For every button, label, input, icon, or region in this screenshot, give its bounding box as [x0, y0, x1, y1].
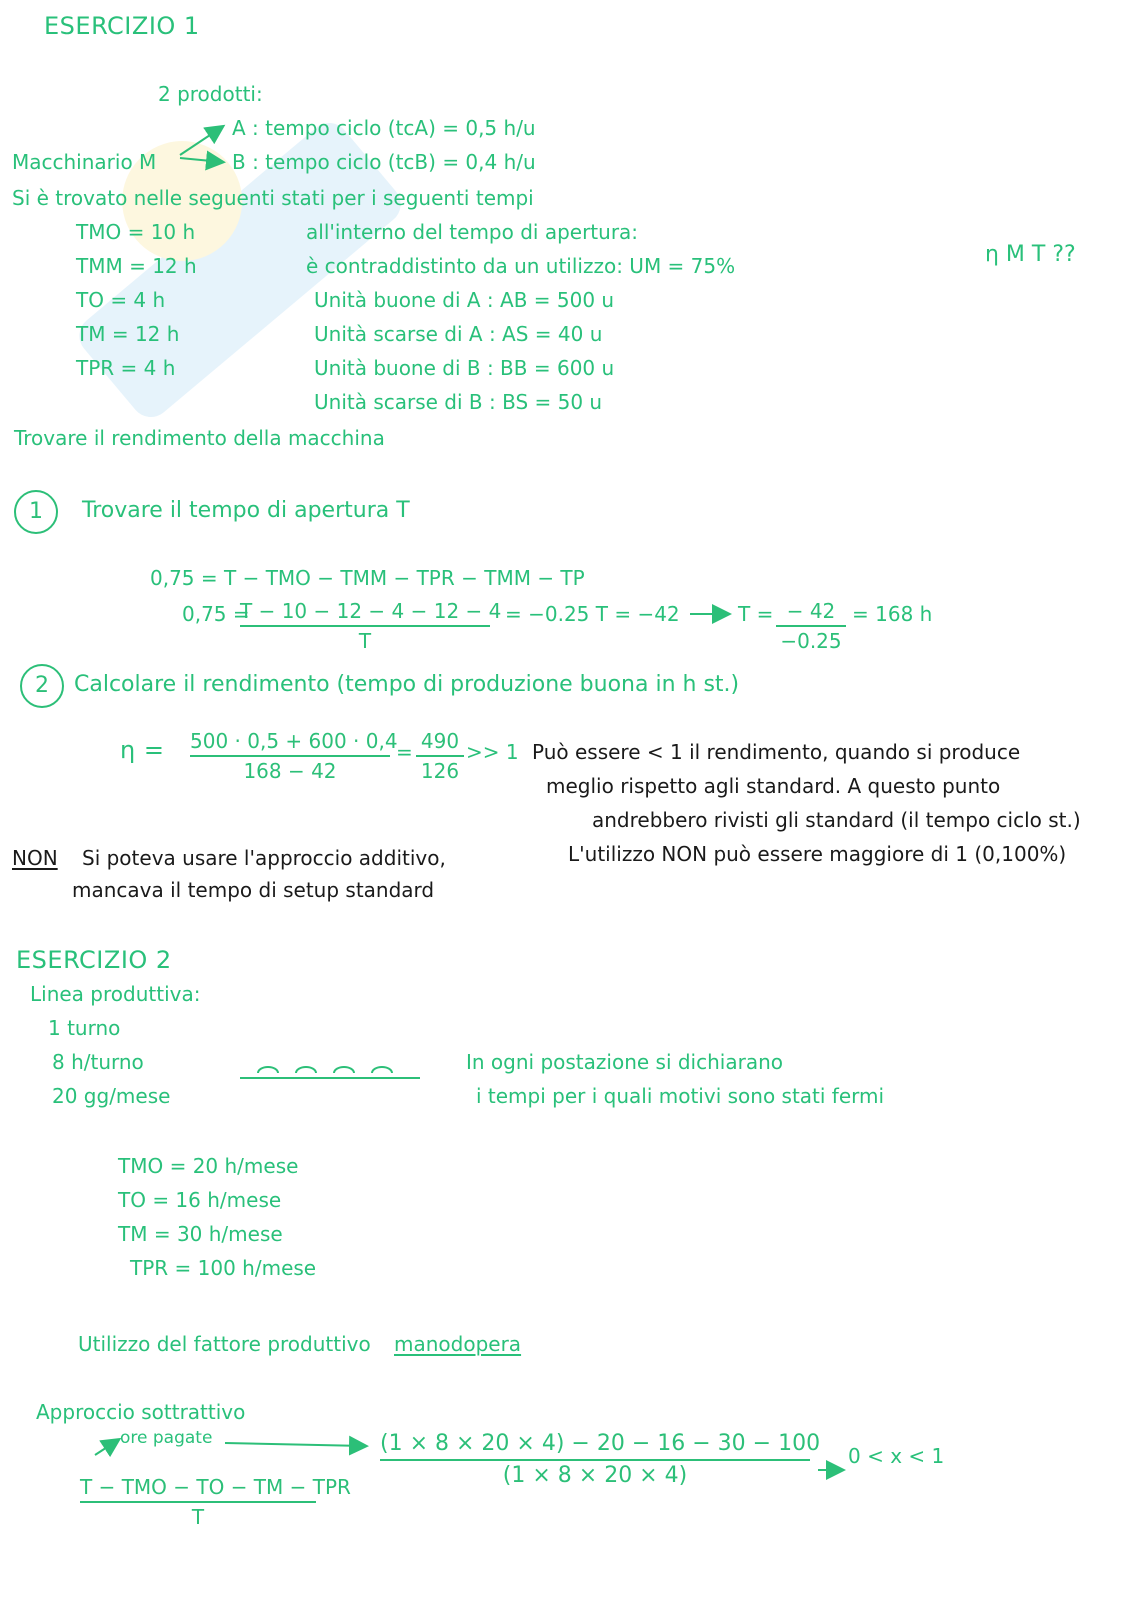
- time-to: TO = 4 h: [76, 288, 166, 312]
- equation-2-fraction: [240, 599, 502, 653]
- equation-2-prefix: 0,75 =: [182, 602, 250, 626]
- shift-text: 1 turno: [48, 1016, 121, 1040]
- note-line-3: andrebbero rivisti gli standard (il tempo ciclo st.): [592, 808, 1081, 832]
- products-label: 2 prodotti:: [158, 82, 263, 106]
- equation-2-result-prefix: T =: [738, 602, 774, 626]
- info-utilization: è contraddistinto da un utilizzo: UM = 75%: [306, 254, 736, 278]
- approach-title: Approccio sottrattivo: [36, 1400, 246, 1424]
- time-tpr: TPR = 4 h: [76, 356, 176, 380]
- equation-2-result-denominator: −0.25: [780, 629, 842, 653]
- step-1-circle: 1: [14, 490, 58, 534]
- non-label: NON: [12, 846, 58, 870]
- eta-fraction: [190, 729, 398, 783]
- stations-note-2: i tempi per i quali motivi sono stati fermi: [476, 1084, 885, 1108]
- eta-denominator: 168 − 42: [243, 759, 337, 783]
- utilization-word: manodopera: [394, 1332, 522, 1356]
- calc-numerator: (1 × 8 × 20 × 4) − 20 − 16 − 30 − 100: [380, 1431, 821, 1456]
- product-a-cycle: A : tempo ciclo (tcA) = 0,5 h/u: [232, 116, 536, 140]
- eta-result-numerator: 490: [420, 729, 460, 753]
- note-line-4: L'utilizzo NON può essere maggiore di 1 (0,100%): [568, 842, 1067, 866]
- info-scrap-b: Unità scarse di B : BS = 50 u: [314, 390, 603, 414]
- equation-2-middle: = −0.25 T = −42: [505, 602, 680, 626]
- equation-2-numerator: T − 10 − 12 − 4 − 12 − 4: [240, 599, 502, 623]
- calc-fraction: [380, 1431, 821, 1489]
- ex2-time-tmo: TMO = 20 h/mese: [118, 1154, 299, 1178]
- eta-result-fraction: [416, 730, 464, 782]
- time-tm: TM = 12 h: [76, 322, 180, 346]
- watermark-logo: [0, 0, 536, 566]
- note-line-1: Può essere < 1 il rendimento, quando si produce: [532, 740, 1021, 764]
- equation-1: 0,75 = T − TMO − TMM − TPR − TMM − TP: [150, 566, 585, 590]
- product-b-cycle: B : tempo ciclo (tcB) = 0,4 h/u: [232, 150, 536, 174]
- days-text: 20 gg/mese: [52, 1084, 171, 1108]
- step-1-title: Trovare il tempo di apertura T: [82, 498, 410, 523]
- time-tmm: TMM = 12 h: [76, 254, 197, 278]
- step-2-title: Calcolare il rendimento (tempo di produzione buona in h st.): [74, 672, 740, 697]
- equation-2-result-numerator: − 42: [786, 599, 836, 623]
- subtractive-formula: [80, 1475, 351, 1529]
- equation-2-denominator: T: [358, 629, 372, 653]
- info-scrap-a: Unità scarse di A : AS = 40 u: [314, 322, 603, 346]
- eta-numerator: 500 · 0,5 + 600 · 0,4: [190, 729, 398, 753]
- equation-2-result-fraction: [776, 600, 846, 652]
- range-text: 0 < x < 1: [848, 1444, 945, 1468]
- task-text: Trovare il rendimento della macchina: [14, 426, 385, 450]
- eta-equals: =: [396, 740, 413, 764]
- ex2-time-to: TO = 16 h/mese: [118, 1188, 282, 1212]
- additive-line-2: mancava il tempo di setup standard: [72, 878, 435, 902]
- eta-compare: >> 1: [466, 740, 519, 764]
- info-opening: all'interno del tempo di apertura:: [306, 220, 639, 244]
- info-good-b: Unità buone di B : BB = 600 u: [314, 356, 615, 380]
- ex2-time-tm: TM = 30 h/mese: [118, 1222, 283, 1246]
- eta-result-denominator: 126: [420, 759, 460, 783]
- time-tmo: TMO = 10 h: [76, 220, 196, 244]
- states-intro: Si è trovato nelle seguenti stati per i seguenti tempi: [12, 186, 534, 210]
- hours-text: 8 h/turno: [52, 1050, 144, 1074]
- paid-hours-label: ore pagate: [120, 1428, 213, 1448]
- subtractive-denominator: T: [191, 1505, 205, 1529]
- utilization-prefix: Utilizzo del fattore produttivo: [78, 1332, 371, 1356]
- line-label: Linea produttiva:: [30, 982, 201, 1006]
- calc-denominator: (1 × 8 × 20 × 4): [502, 1463, 688, 1489]
- stations-note-1: In ogni postazione si dichiarano: [466, 1050, 783, 1074]
- additive-line-1: Si poteva usare l'approccio additivo,: [82, 846, 446, 870]
- info-good-a: Unità buone di A : AB = 500 u: [314, 288, 615, 312]
- exercise-1-title: ESERCIZIO 1: [44, 12, 200, 40]
- machine-label: Macchinario M: [12, 150, 157, 174]
- equation-2-result-value: = 168 h: [852, 602, 933, 626]
- note-line-2: meglio rispetto agli standard. A questo punto: [546, 774, 1001, 798]
- eta-symbol: η =: [120, 736, 165, 764]
- ex2-time-tpr: TPR = 100 h/mese: [130, 1256, 317, 1280]
- exercise-2-title: ESERCIZIO 2: [16, 946, 172, 974]
- subtractive-numerator: T − TMO − TO − TM − TPR: [80, 1475, 351, 1499]
- question-eta: η M T ??: [985, 242, 1076, 267]
- step-2-circle: 2: [20, 664, 64, 708]
